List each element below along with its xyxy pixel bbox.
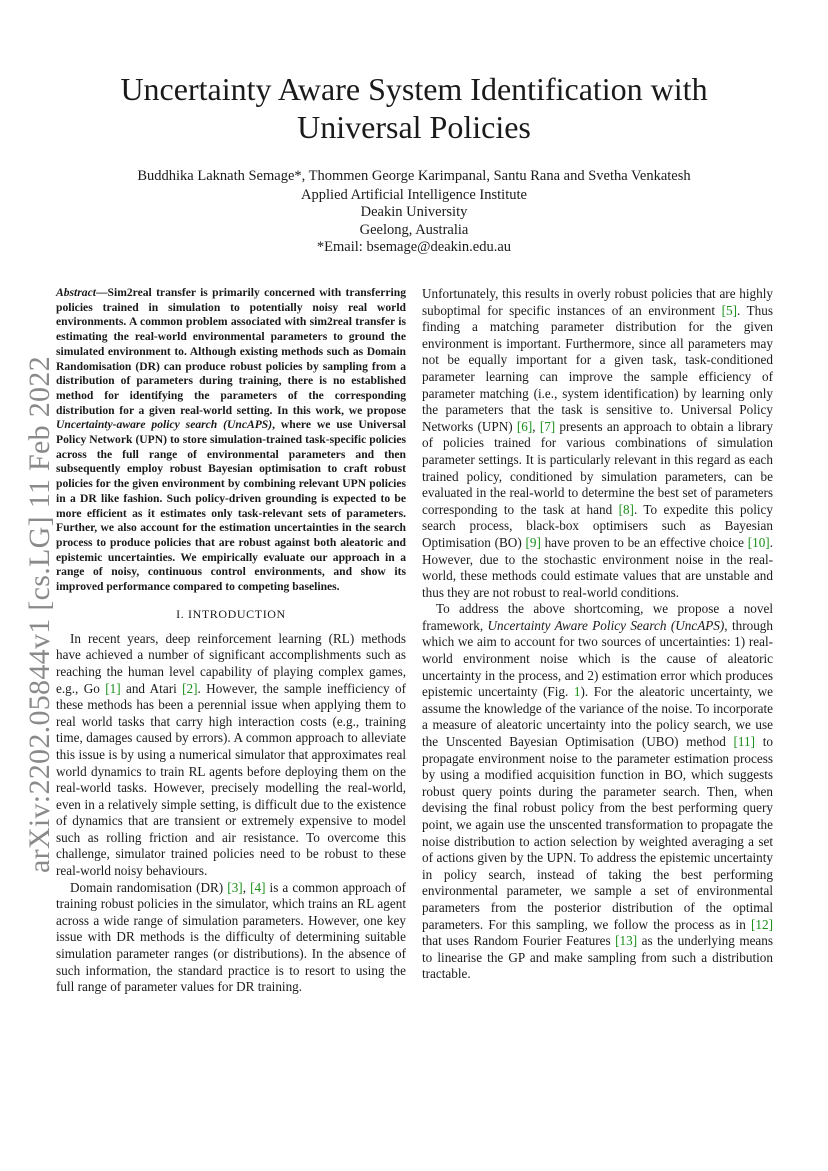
- right-column: [422, 286, 773, 983]
- paragraph: Unfortunately, this results in overly robust policies that are highly suboptimal for specific instances of an environment [5]. Thus finding a matching parameter distribution for the given environment is important. Furthermore, since all parameters may not be equally important for a given task, task-conditioned parameter learning can improve the sample efficiency of parameter matching (i.e., system identification) by learning only the parameters that the task is sensitive to. Universal Policy Networks (UPN) [6], [7] presents an approach to obtain a library of policies trained for various combinations of simulation parameter settings. It is particularly relevant in this regard as each trained policy, conditioned by simulation parameters, can be evaluated in the real-world to determine the best set of parameters corresponding to the task at hand [8]. To expedite this policy search process, black-box optimisers such as Bayesian Optimisation (BO) [9] have proven to be an effective choice [10]. However, due to the stochastic environment noise in the real-world, these methods could estimate values that are unstable and thus they are not robust to real-world conditions.: [422, 286, 773, 600]
- paragraph: To address the above shortcoming, we propose a novel framework, Uncertainty Aware Policy Search (UncAPS), through which we aim to account for two sources of uncertainties: 1) real-world environment noise which is the cause of aleatoric uncertainty in the process, and 2) estimation error which produces epistemic uncertainty (Fig. 1). For the aleatoric uncertainty, we assume the knowledge of the variance of the noise. To incorporate a measure of aleatoric uncertainty into the policy search, we use the Unscented Bayesian Optimisation (UBO) method [11] to propagate environment noise to the parameter estimation process by using a modified acquisition function in BO, which suggests robust query points during the parameter search. Then, when devising the final robust policy from the best performing query point, we again use the unscented transformation to propagate the noise distribution to action selection by weighted averaging a set of actions given by the UPN. To address the epistemic uncertainty in policy search, instead of taking the best performing environmental parameter, we sample a set of environmental parameters from the posterior distribution of the optimal parameters. For this sampling, we follow the process as in [12] that uses Random Fourier Features [13] as the underlying means to linearise the GP and make sampling from such a distribution tractable.: [422, 601, 774, 982]
- citation-link[interactable]: [8]: [618, 501, 634, 517]
- paragraph: Domain randomisation (DR) [3], [4] is a common approach of training robust policies in the simulator, which trains an RL agent across a wide range of simulation parameters. However, one key issue with DR methods is the difficulty of determining suitable simulation parameter ranges (or distributions). In the absence of such information, the standard practice is to resort to using the full range of parameter values for DR training.: [56, 879, 406, 995]
- title-line-2: Universal Policies: [297, 109, 531, 145]
- citation-link[interactable]: [13]: [615, 933, 638, 949]
- method-name: Uncertainty-aware policy search (UncAPS): [56, 418, 273, 432]
- author-block: [40, 168, 788, 257]
- citation-link[interactable]: [6]: [516, 418, 533, 434]
- abstract: Abstract—Sim2real transfer is primarily concerned with transferring policies trained in simulation to potentially noisy real world environments. A common problem associated with sim2real transfer is estimating the real-world environmental parameters to ground the simulated environment to. Although existing methods such as Domain Randomisation (DR) can produce robust policies by sampling from a distribution of parameters during training, there is no established method for identifying the parameters of the corresponding distribution for a given real-world setting. In this work, we propose Uncertainty-aware policy search (UncAPS), where we use Universal Policy Network (UPN) to store simulation-trained task-specific policies across the full range of environmental parameters and then subsequently employ robust Bayesian optimisation to craft robust policies for the given environment by combining relevant UPN policies in a DR like fashion. Such policy-driven grounding is expected to be more efficient as it estimates only task-relevant sets of parameters. Further, we also account for the estimation uncertainties in the search process to produce policies that are robust against both aleatoric and epistemic uncertainties. We empirically evaluate our approach in a range of noisy, continuous control environments, and show its improved performance compared to competing baselines.: [56, 286, 406, 594]
- citation-link[interactable]: [11]: [733, 734, 755, 750]
- affiliation-line: Deakin University: [360, 204, 468, 220]
- arxiv-stamp: arXiv:2202.05844v1 [cs.LG] 11 Feb 2022: [23, 356, 56, 873]
- affiliation-line: Geelong, Australia: [359, 221, 469, 238]
- citation-link[interactable]: [2]: [182, 680, 198, 696]
- abstract-label: Abstract: [56, 286, 96, 299]
- citation-link[interactable]: [10]: [747, 534, 770, 550]
- citation-link[interactable]: [1]: [105, 680, 121, 696]
- paragraph: In recent years, deep reinforcement learning (RL) methods have achieved a number of significant accomplishments such as reaching the human level capability of playing complex games, e.g., Go [1] and Atari [2]. However, the sample inefficiency of these methods has been a perennial issue when applying them to real world tasks that carry high interaction costs (e.g., training time, damages caused by errors). A common approach to alleviate this issue is by using a numerical simulator that approximates real world dynamics to train RL agents before deploying them on the real-world tasks. However, precisely modelling the real-world, even in a relatively simple setting, is difficult due to the existence of dynamics that are transient or extremely expensive to model such as rolling friction and air resistance. To overcome this challenge, simulator trained policies need to be robust to these real-world noisy behaviours.: [56, 630, 406, 879]
- method-name: Uncertainty Aware Policy Search (UncAPS): [487, 617, 725, 633]
- citation-link[interactable]: [7]: [539, 418, 556, 434]
- title-line-1: Uncertainty Aware System Identification with: [120, 71, 708, 107]
- figure-ref-link[interactable]: 1: [573, 684, 581, 700]
- affiliation-line: Applied Artificial Intelligence Institute: [301, 186, 527, 203]
- citation-link[interactable]: [5]: [721, 302, 737, 318]
- section-heading: I. INTRODUCTION: [176, 606, 286, 621]
- citation-link[interactable]: [3]: [227, 879, 243, 895]
- paper-title: [40, 70, 788, 146]
- left-column: [56, 286, 406, 996]
- citation-link[interactable]: [9]: [525, 534, 541, 550]
- author-names: Buddhika Laknath Semage*, Thommen George Karimpanal, Santu Rana and Svetha Venkatesh: [137, 168, 691, 184]
- citation-link[interactable]: [12]: [751, 916, 773, 932]
- citation-link[interactable]: [4]: [250, 879, 266, 895]
- contact-email: *Email: bsemage@deakin.edu.au: [316, 239, 512, 255]
